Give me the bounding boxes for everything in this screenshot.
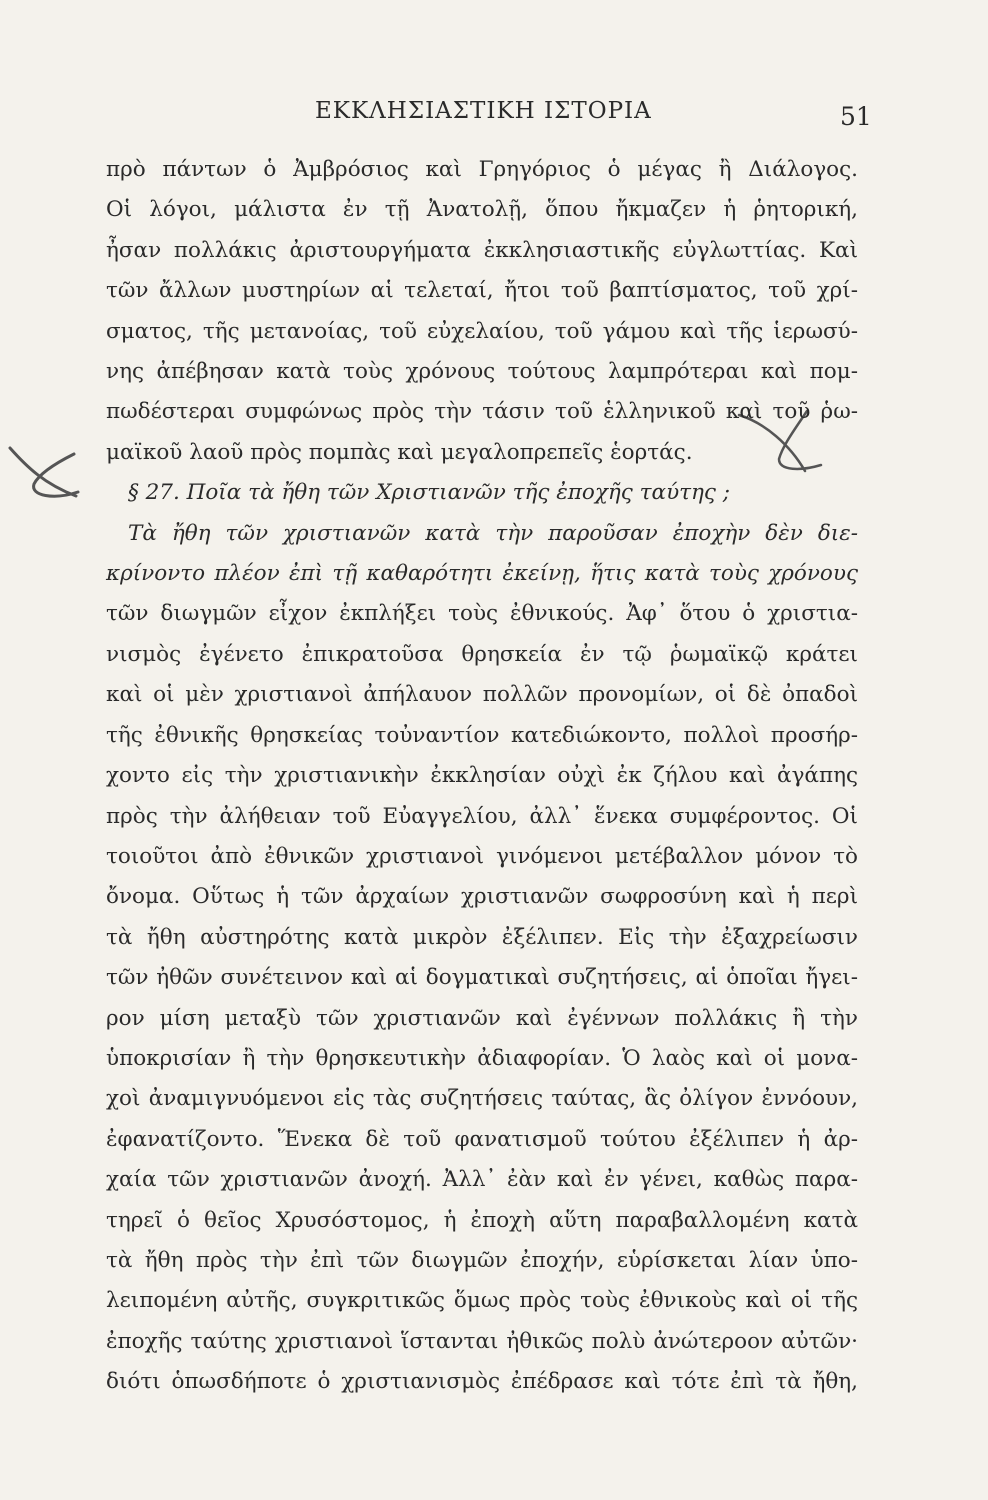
section-heading: § 27. Ποῖα τὰ ἤθη τῶν Χριστιανῶν τῆς ἐποχῆς ταύτης ; — [128, 480, 731, 506]
text-line: λειπομένη αὐτῆς, συγκριτικῶς ὅμως πρὸς τοὺς ἐθνικοὺς καὶ οἱ τῆς — [106, 1288, 858, 1314]
running-header — [0, 98, 988, 138]
text-line: σματος, τῆς μετανοίας, τοῦ εὐχελαίου, τοῦ γάμου καὶ τῆς ἱερωσύ- — [106, 318, 858, 344]
text-line: Τὰ ἤθη τῶν χριστιανῶν κατὰ τὴν παροῦσαν ἐποχὴν δὲν διε- — [128, 520, 858, 546]
text-line: χοντο εἰς τὴν χριστιανικὴν ἐκκλησίαν οὐχὶ ἐκ ζήλου καὶ ἀγάπης — [106, 763, 858, 789]
text-line: τοιοῦτοι ἀπὸ ἐθνικῶν χριστιανοὶ γινόμενοι μετέβαλλον μόνον τὸ — [106, 843, 858, 869]
text-line: νισμὸς ἐγένετο ἐπικρατοῦσα θρησκεία ἐν τῷ ῥωμαϊκῷ κράτει — [106, 641, 858, 667]
text-line: χαία τῶν χριστιανῶν ἀνοχή. Ἀλλ᾽ ἐὰν καὶ ἐν γένει, καθὼς παρα- — [106, 1167, 858, 1193]
text-line: τὰ ἤθη αὐστηρότης κατὰ μικρὸν ἐξέλιπεν. Εἰς τὴν ἐξαχρείωσιν — [106, 924, 858, 950]
text-line: τῶν ἄλλων μυστηρίων αἱ τελεταί, ἤτοι τοῦ βαπτίσματος, τοῦ χρί- — [106, 278, 858, 304]
text-line: ρον μίση μεταξὺ τῶν χριστιανῶν καὶ ἐγέννων πολλάκις ἢ τὴν — [106, 1005, 858, 1031]
text-line: χοὶ ἀναμιγνυόμενοι εἰς τὰς συζητήσεις ταύτας, ἃς ὀλίγον ἐννόουν, — [106, 1086, 858, 1112]
text-line: τῶν διωγμῶν εἶχον ἐκπλήξει τοὺς ἐθνικούς. Ἀφ᾽ ὅτου ὁ χριστια- — [106, 601, 858, 627]
text-line: κρίνοντο πλέον ἐπὶ τῇ καθαρότητι ἐκείνῃ, ἥτις κατὰ τοὺς χρόνους — [106, 561, 858, 587]
running-title: ΕΚΚΛΗΣΙΑΣΤΙΚΗ ΙΣΤΟΡΙΑ — [315, 98, 652, 124]
text-line: καὶ οἱ μὲν χριστιανοὶ ἀπήλαυον πολλῶν προνομίων, οἱ δὲ ὀπαδοὶ — [106, 682, 858, 708]
text-line: ὑποκρισίαν ἢ τὴν θρησκευτικὴν ἀδιαφορίαν. Ὁ λαὸς καὶ οἱ μονα- — [106, 1045, 858, 1071]
text-line: τὰ ἤθη πρὸς τὴν ἐπὶ τῶν διωγμῶν ἐποχήν, εὑρίσκεται λίαν ὑπο- — [106, 1247, 858, 1273]
text-line: διότι ὁπωσδήποτε ὁ χριστιανισμὸς ἐπέδρασε καὶ τότε ἐπὶ τὰ ἤθη, — [106, 1369, 858, 1395]
page-number: 51 — [840, 102, 872, 131]
text-line: ἐφανατίζοντο. Ἕνεκα δὲ τοῦ φανατισμοῦ τούτου ἐξέλιπεν ἡ ἀρ- — [106, 1126, 858, 1152]
text-line: τῆς ἐθνικῆς θρησκείας τοὐναντίον κατεδιώκοντο, πολλοὶ προσήρ- — [106, 722, 858, 748]
text-line: ἦσαν πολλάκις ἀριστουργήματα ἐκκλησιαστικῆς εὐγλωττίας. Καὶ — [106, 237, 858, 263]
text-line: νης ἀπέβησαν κατὰ τοὺς χρόνους τούτους λαμπρότεραι καὶ πομ- — [106, 359, 858, 385]
handwritten-margin-mark — [4, 444, 84, 504]
text-line: τῶν ἠθῶν συνέτεινον καὶ αἱ δογματικαὶ συζητήσεις, αἱ ὁποῖαι ἤγει- — [106, 965, 858, 991]
text-line: πρὸ πάντων ὁ Ἀμβρόσιος καὶ Γρηγόριος ὁ μέγας ἢ Διάλογος. — [106, 157, 858, 182]
text-line: τηρεῖ ὁ θεῖος Χρυσόστομος, ἡ ἐποχὴ αὕτη παραβαλλομένη κατὰ — [106, 1207, 858, 1233]
text-line: πωδέστεραι συμφώνως πρὸς τὴν τάσιν τοῦ ἑλληνικοῦ καὶ τοῦ ῥω- — [106, 399, 858, 425]
text-line: μαϊκοῦ λαοῦ πρὸς πομπὰς καὶ μεγαλοπρεπεῖς ἑορτάς. — [106, 439, 693, 465]
text-line: ἐποχῆς ταύτης χριστιανοὶ ἵστανται ἠθικῶς πολὺ ἀνώτεροον αὐτῶν· — [106, 1328, 858, 1354]
text-line: ὄνομα. Οὕτως ἡ τῶν ἀρχαίων χριστιανῶν σωφροσύνη καὶ ἡ περὶ — [106, 884, 858, 910]
text-line: πρὸς τὴν ἀλήθειαν τοῦ Εὐαγγελίου, ἀλλ᾽ ἕνεκα συμφέροντος. Οἱ — [106, 803, 858, 829]
text-line: Οἱ λόγοι, μάλιστα ἐν τῇ Ἀνατολῇ, ὅπου ἤκμαζεν ἡ ῥητορική, — [106, 197, 858, 223]
body-text — [106, 150, 858, 1403]
